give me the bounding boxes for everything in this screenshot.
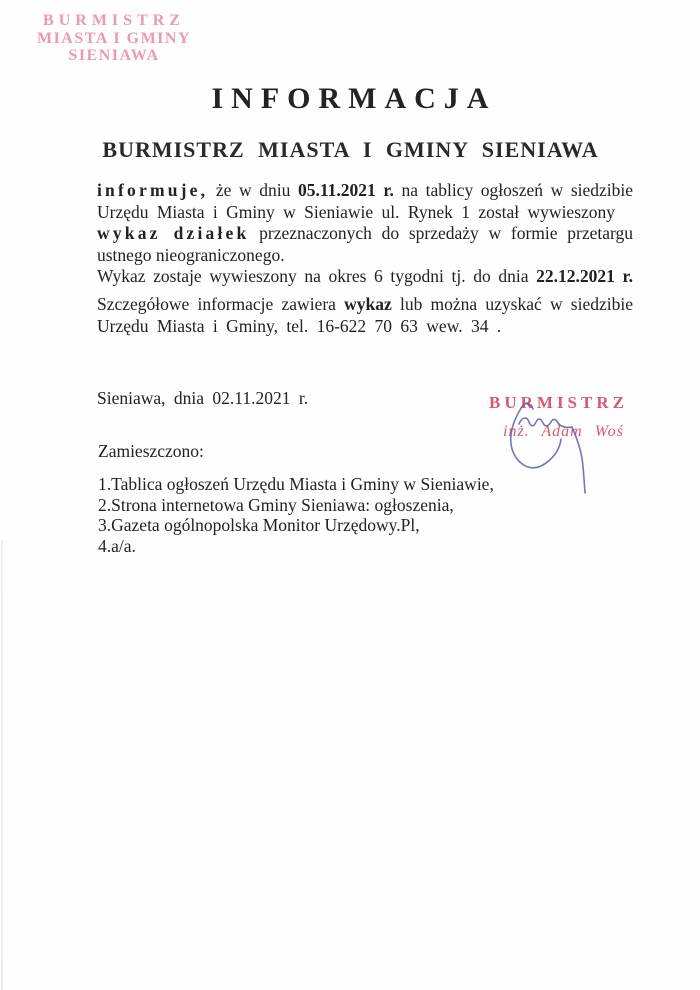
paragraph-contact-line1 xyxy=(97,294,633,316)
paragraph-notice-line3 xyxy=(97,223,633,245)
distribution-list xyxy=(98,474,578,557)
text-segment: Wykaz zostaje wywieszony na okres 6 tygodni tj. do dnia xyxy=(97,266,529,286)
list-item-4: 4.a/a. xyxy=(98,536,136,557)
paragraph-notice-line4: ustnego nieograniczonego. xyxy=(97,244,285,265)
text-segment: lub można uzyskać w siedzibie xyxy=(399,294,633,314)
distribution-list-header: Zamieszczono: xyxy=(98,441,204,461)
list-item-1: 1.Tablica ogłoszeń Urzędu Miasta i Gminy w Sieniawie, xyxy=(98,474,494,494)
paragraph-notice-line2: Urzędu Miasta i Gminy w Sieniawie ul. Rynek 1 został wywieszony xyxy=(97,201,616,222)
date-deadline: 22.12.2021 r. xyxy=(536,266,633,286)
list-item-2: 2.Strona internetowa Gminy Sieniawa: ogłoszenia, xyxy=(98,494,454,515)
text-segment: na tablicy ogłoszeń w siedzibie xyxy=(401,180,634,200)
text-segment: przeznaczonych do sprzedaży w formie przetargu xyxy=(259,223,633,243)
date-posted: 05.11.2021 r. xyxy=(297,180,394,200)
paragraph-contact-line2: Urzędu Miasta i Gminy, tel. 16-622 70 63 wew. 34 . xyxy=(97,315,502,336)
list-item-3: 3.Gazeta ogólnopolska Monitor Urzędowy.Pl, xyxy=(98,515,420,536)
paragraph-notice-line5 xyxy=(97,266,633,288)
paragraph-contact xyxy=(97,294,633,337)
signature-stamp-title: BURMISTRZ xyxy=(489,393,628,412)
place-and-date: Sieniawa, dnia 02.11.2021 r. xyxy=(97,388,309,408)
stamp-line-miasta-i-gminy: MIASTA I GMINY xyxy=(36,30,192,47)
phrase-wykaz-dzialek: wykaz działek xyxy=(97,223,250,243)
scan-edge-artifact xyxy=(1,540,3,990)
stamp-line-sieniawa: SIENIAWA xyxy=(68,47,160,64)
word-wykaz: wykaz xyxy=(344,294,392,314)
document-subtitle: BURMISTRZ MIASTA I GMINY SIENIAWA xyxy=(102,137,599,162)
word-informuje: informuje, xyxy=(97,180,209,200)
document-title: INFORMACJA xyxy=(211,82,497,115)
text-segment: że w dniu xyxy=(215,180,291,200)
paragraph-notice-line1 xyxy=(97,180,633,202)
office-header-stamp xyxy=(28,12,200,64)
signature-stamp-name: inż. Adam Woś xyxy=(503,423,624,440)
paragraph-notice xyxy=(97,180,633,288)
stamp-line-burmistrz: BURMISTRZ xyxy=(43,12,185,29)
text-segment: Szczegółowe informacje zawiera xyxy=(97,294,336,314)
